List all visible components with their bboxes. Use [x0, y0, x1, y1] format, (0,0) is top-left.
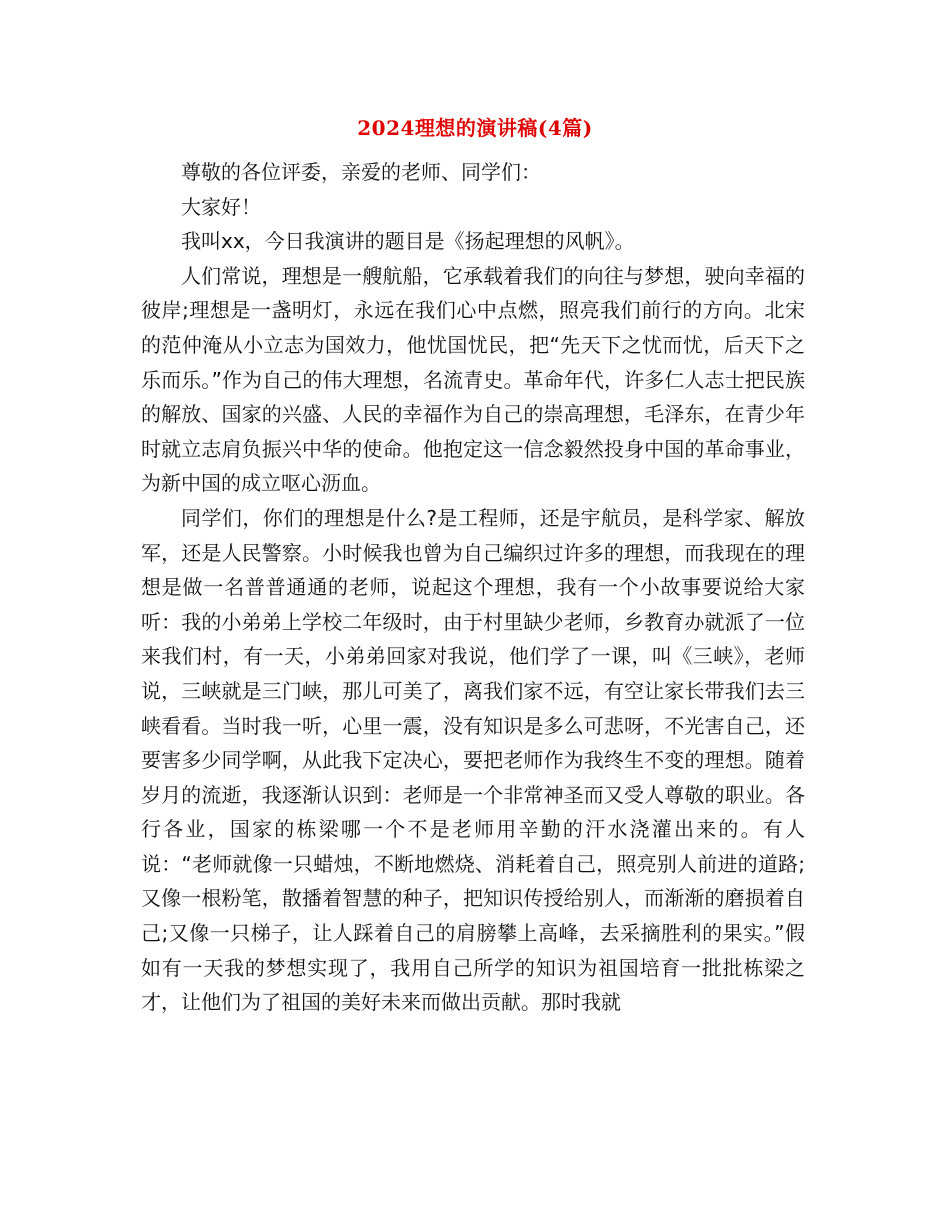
document-body [141, 155, 805, 1020]
paragraph-ideal-ship: 人们常说，理想是一艘航船，它承载着我们的向往与梦想，驶向幸福的彼岸;理想是一盏明灯，永远在我们心中点燃，照亮我们前行的方向。北宋的范仲淹从小立志为国效力，他忧国忧民，把“先天下之忧而忧，后天下之乐而乐。”作为自己的伟大理想，名流青史。革命年代，许多仁人志士把民族的解放、国家的兴盛、人民的幸福作为自己的崇高理想，毛泽东，在青少年时就立志肩负振兴中华的使命。他抱定这一信念毅然投身中国的革命事业，为新中国的成立呕心沥血。 [141, 263, 805, 496]
paragraph-intro: 我叫xx，今日我演讲的题目是《扬起理想的风帆》。 [181, 229, 635, 254]
paragraph-salutation: 尊敬的各位评委，亲爱的老师、同学们： [181, 160, 541, 184]
paragraph-teacher-dream: 同学们，你们的理想是什么?是工程师，还是宇航员，是科学家、解放军，还是人民警察。小时候我也曾为自己编织过许多的理想，而我现在的理想是做一名普普通通的老师，说起这个理想，我有一个小故事要说给大家听：我的小弟弟上学校二年级时，由于村里缺少老师，乡教育办就派了一位来我们村，有一天，小弟弟回家对我说，他们学了一课，叫《三峡》，老师说，三峡就是三门峡，那儿可美了，离我们家不远，有空让家长带我们去三峡看看。当时我一听，心里一震，没有知识是多么可悲呀，不光害自己，还要害多少同学啊，从此我下定决心，要把老师作为我终生不变的理想。随着岁月的流逝，我逐渐认识到：老师是一个非常神圣而又受人尊敬的职业。各行各业，国家的栋梁哪一个不是老师用辛勤的汗水浇灌出来的。有人说：“老师就像一只蜡烛，不断地燃烧、消耗着自己，照亮别人前进的道路;又像一根粉笔，散播着智慧的种子，把知识传授给别人，而渐渐的磨损着自己;又像一只梯子，让人踩着自己的肩膀攀上高峰，去采摘胜利的果实。”假如有一天我的梦想实现了，我用自己所学的知识为祖国培育一批批栋梁之才，让他们为了祖国的美好未来而做出贡献。那时我就 [141, 505, 805, 1015]
paragraph-greeting: 大家好！ [181, 194, 261, 219]
document-title: 2024理想的演讲稿(4篇) [357, 116, 593, 140]
